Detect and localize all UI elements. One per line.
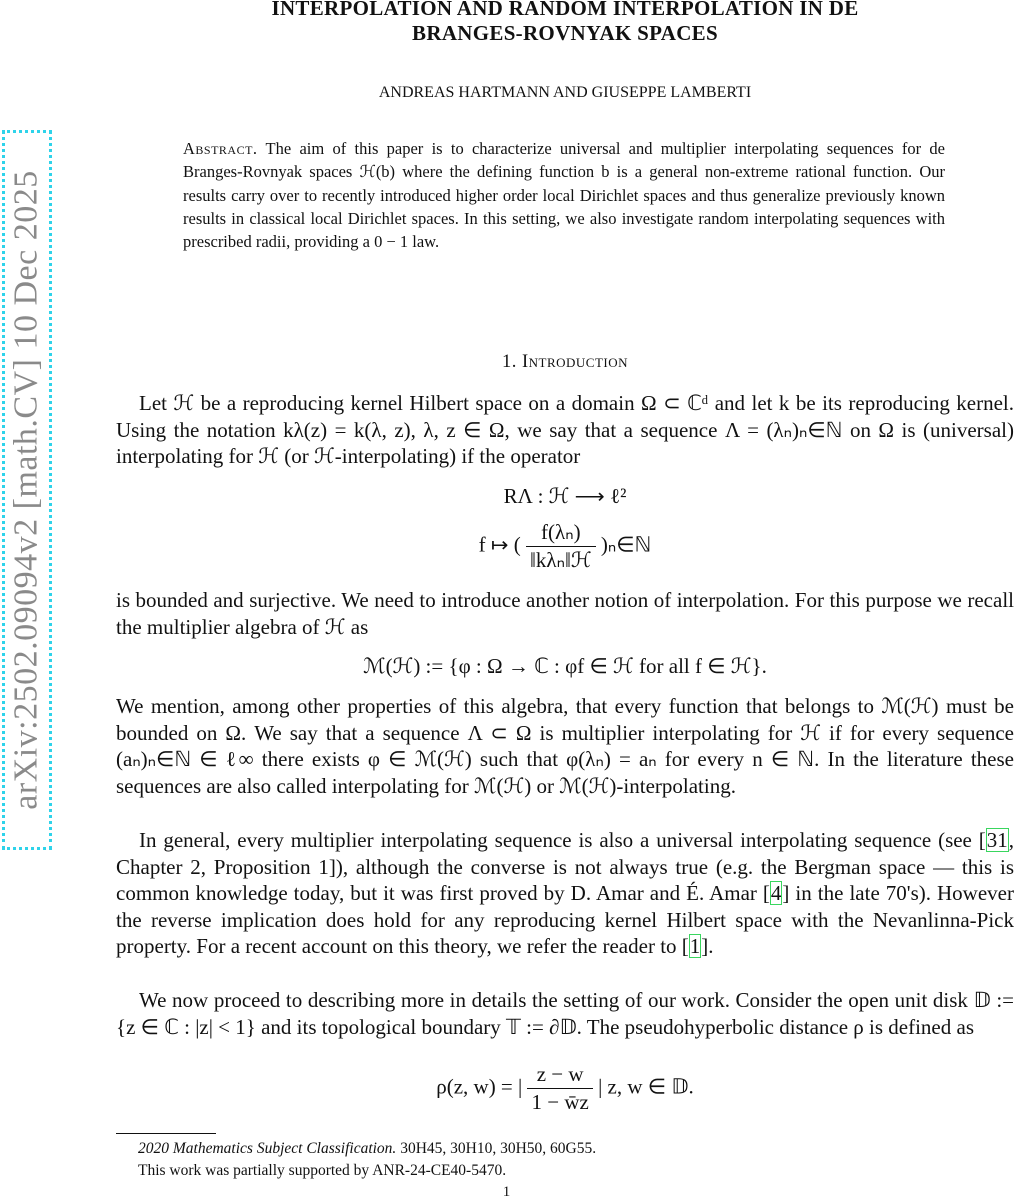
- eq3-lhs: ρ(z, w) = |: [436, 1074, 523, 1099]
- arxiv-identifier-stamp[interactable]: [2, 130, 52, 850]
- title-line-1: INTERPOLATION AND RANDOM INTERPOLATION IN DE: [271, 0, 859, 20]
- title-line-2: BRANGES-ROVNYAK SPACES: [412, 21, 718, 45]
- equation-normalized-values: [116, 520, 1014, 573]
- arxiv-identifier-text: arXiv:2502.09094v2 [math.CV] 10 Dec 2025: [8, 170, 45, 810]
- section-number: 1.: [501, 352, 517, 372]
- paragraph-3: We mention, among other properties of this algebra, that every function that belongs to ℳ(ℋ) must be bounded on Ω. We say that a sequence Λ ⊂ Ω is multiplier interpolating for ℋ if for every sequence (aₙ)ₙ∈ℕ ∈ ℓ∞ there exists φ ∈ ℳ(ℋ) such that φ(λₙ) = aₙ for every n ∈ ℕ. In the literature these sequences are also called interpolating for ℳ(ℋ) or ℳ(ℋ)-interpolating.: [116, 694, 1014, 798]
- equation-multiplier-algebra: ℳ(ℋ) := {φ : Ω → ℂ : φf ∈ ℋ for all f ∈ ℋ}.: [363, 654, 767, 678]
- paper-title: [150, 0, 980, 46]
- section-name: Introduction: [521, 352, 629, 372]
- paragraph-4-part-c: ] in the late 70's). However the reverse implication does hold for any reproducing kernel Hilbert space with the Nevanlinna-Pick property. For a recent account on this theory, we refer the reader to [: [116, 881, 1014, 959]
- paragraph-4: [116, 827, 1014, 960]
- footnote-divider: [116, 1133, 216, 1134]
- authors: ANDREAS HARTMANN AND GIUSEPPE LAMBERTI: [378, 84, 752, 101]
- footnote-msc-codes: 30H45, 30H10, 30H50, 60G55.: [400, 1140, 597, 1157]
- paragraph-4-part-d: ].: [701, 934, 714, 959]
- citation-link-4[interactable]: 4: [770, 881, 782, 906]
- eq3-numerator: z − w: [527, 1062, 592, 1089]
- citation-link-31[interactable]: 31: [986, 828, 1008, 852]
- eq1-fraction: [526, 520, 596, 573]
- paragraph-2: is bounded and surjective. We need to introduce another notion of interpolation. For this purpose we recall the multiplier algebra of ℋ as: [116, 588, 1014, 639]
- eq3-fraction: [527, 1062, 592, 1115]
- abstract: [183, 137, 945, 253]
- eq1-rhs: )ₙ∈ℕ: [600, 532, 652, 557]
- footnote-msc: [138, 1139, 998, 1159]
- eq1-denominator: ‖kλₙ‖ℋ: [530, 548, 592, 572]
- footnote-msc-label: 2020 Mathematics Subject Classification.: [138, 1140, 397, 1157]
- paragraph-1: Let ℋ be a reproducing kernel Hilbert space on a domain Ω ⊂ ℂᵈ and let k be its reproducing kernel. Using the notation kλ(z) = k(λ, z), λ, z ∈ Ω, we say that a sequence Λ = (λₙ)ₙ∈ℕ on Ω is (universal) interpolating for ℋ (or ℋ-interpolating) if the operator: [116, 391, 1014, 469]
- paragraph-4-part-b: , Chapter 2, Proposition 1]), although the converse is not always true (e.g. the Bergman space — this is common knowledge today, but it was first proved by D. Amar and É. Amar [: [116, 828, 1014, 906]
- abstract-label: Abstract.: [183, 139, 258, 158]
- section-heading: [150, 352, 980, 373]
- eq1-lhs: f ↦ (: [478, 532, 521, 557]
- paragraph-4-part-a: In general, every multiplier interpolating sequence is also a universal interpolating sequence (see [: [139, 828, 986, 852]
- citation-link-1[interactable]: 1: [689, 934, 701, 959]
- footnote-funding: This work was partially supported by ANR-24-CE40-5470.: [138, 1162, 507, 1179]
- page-number: 1: [502, 1184, 511, 1200]
- equation-restriction-operator: RΛ : ℋ ⟶ ℓ²: [503, 484, 627, 508]
- eq1-numerator: f(λₙ): [526, 520, 596, 547]
- eq3-rhs: | z, w ∈ 𝔻.: [598, 1074, 694, 1099]
- abstract-text: The aim of this paper is to characterize universal and multiplier interpolating sequences for de Branges-Rovnyak spaces ℋ(b) where the defining function b is a general non-extreme rational function. Our results carry over to recently introduced higher order local Dirichlet spaces and thus generalize previously known results in classical local Dirichlet spaces. In this setting, we also investigate random interpolating sequences with prescribed radii, providing a 0 − 1 law.: [183, 139, 945, 252]
- paragraph-5: We now proceed to describing more in details the setting of our work. Consider the open unit disk 𝔻 := {z ∈ ℂ : |z| < 1} and its topological boundary 𝕋 := ∂𝔻. The pseudohyperbolic distance ρ is defined as: [116, 988, 1014, 1039]
- eq3-denominator: 1 − w̄z: [531, 1090, 589, 1114]
- equation-pseudohyperbolic-distance: [116, 1062, 1014, 1115]
